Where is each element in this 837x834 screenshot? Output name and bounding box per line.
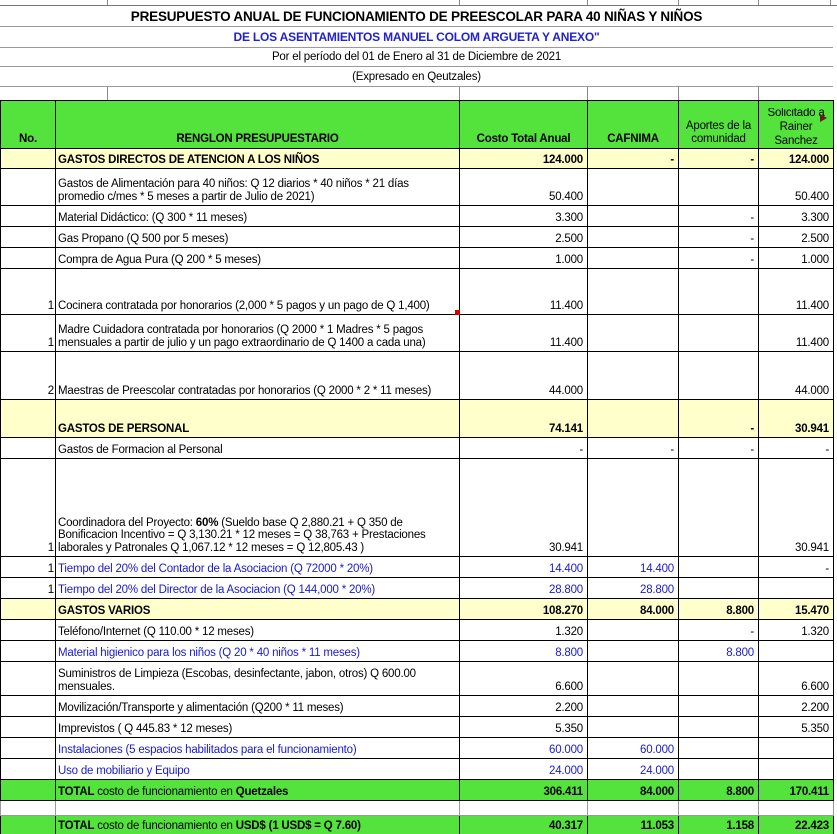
cell-solicitado[interactable]: 3.300	[759, 206, 834, 227]
cell-cafnima[interactable]	[588, 169, 679, 206]
cell-renglon[interactable]: TOTAL costo de funcionamiento en Quetzales	[56, 780, 460, 801]
cell-aportes[interactable]	[679, 269, 759, 315]
cell-no[interactable]: 1	[1, 459, 56, 557]
cell-no[interactable]	[1, 149, 56, 169]
cell-cafnima[interactable]: 84.000	[588, 780, 679, 801]
cell-solicitado[interactable]: 2.500	[759, 227, 834, 248]
cell-costo[interactable]	[460, 801, 588, 816]
grid-line	[587, 0, 588, 5]
cell-renglon[interactable]: Movilización/Transporte y alimentación (Q200 * 11 meses)	[56, 696, 460, 717]
cell-solicitado[interactable]: 11.400	[759, 269, 834, 315]
cell-aportes[interactable]: 8.800	[679, 780, 759, 801]
table-row	[1, 578, 834, 599]
table-row	[1, 315, 834, 352]
cell-solicitado[interactable]: 22.423	[759, 816, 834, 834]
cell-costo[interactable]: 11.400	[460, 315, 588, 352]
cell-renglon[interactable]: Cocinera contratada por honorarios (2,000 * 5 pagos y un pago de Q 1,400)	[56, 269, 460, 315]
cell-costo[interactable]: 2.500	[460, 227, 588, 248]
spacer-row	[1, 801, 834, 816]
grid-line	[830, 0, 831, 5]
grid-line	[678, 87, 679, 100]
grid-line	[107, 0, 108, 5]
cell-solicitado[interactable]: 15.470	[759, 599, 834, 620]
grid-line	[758, 87, 759, 100]
page-subtitle: DE LOS ASENTAMIENTOS MANUEL COLOM ARGUETA Y ANEXO"	[0, 27, 833, 48]
cell-aportes[interactable]	[679, 578, 759, 599]
cell-renglon[interactable]: Instalaciones (5 espacios habilitados para el funcionamiento)	[56, 738, 460, 759]
cell-solicitado[interactable]: 44.000	[759, 352, 834, 400]
cell-no[interactable]	[1, 801, 56, 816]
column-header-costo-total[interactable]: Costo Total Anual	[460, 101, 588, 149]
cell-renglon[interactable]: Imprevistos ( Q 445.83 * 12 meses)	[56, 717, 460, 738]
cell-aportes[interactable]: -	[679, 620, 759, 641]
cell-cafnima[interactable]	[588, 662, 679, 696]
cell-renglon[interactable]: Maestras de Preescolar contratadas por honorarios (Q 2000 * 2 * 11 meses)	[56, 352, 460, 400]
cell-aportes[interactable]	[679, 759, 759, 780]
cell-costo[interactable]: 306.411	[460, 780, 588, 801]
cell-no[interactable]	[1, 738, 56, 759]
cell-cafnima[interactable]	[588, 269, 679, 315]
cell-costo[interactable]: 74.141	[460, 400, 588, 438]
cell-solicitado[interactable]	[759, 578, 834, 599]
cell-costo[interactable]: 1.320	[460, 620, 588, 641]
currency-note: (Expresado en Qeutzales)	[0, 67, 833, 87]
cell-costo[interactable]: 108.270	[460, 599, 588, 620]
cell-no[interactable]	[1, 438, 56, 459]
cell-solicitado[interactable]: 1.320	[759, 620, 834, 641]
column-header-solicitado[interactable]: Solicitado a Rainer Sanchez	[759, 101, 834, 149]
cell-solicitado[interactable]	[759, 738, 834, 759]
cell-renglon[interactable]: Material higienico para los niños (Q 20 * 40 niños * 11 meses)	[56, 641, 460, 662]
cell-cafnima[interactable]: -	[588, 438, 679, 459]
top-grid-strip	[0, 0, 837, 6]
cell-cafnima[interactable]	[588, 227, 679, 248]
cell-costo[interactable]: 44.000	[460, 352, 588, 400]
cell-costo[interactable]: 40.317	[460, 816, 588, 834]
cell-no[interactable]	[1, 248, 56, 269]
cell-no[interactable]	[1, 816, 56, 834]
total-usd-row	[1, 816, 834, 834]
table-row	[1, 459, 834, 557]
cell-renglon[interactable]: Coordinadora del Proyecto: 60% (Sueldo base Q 2,880.21 + Q 350 de Bonificacion Incentivo = Q 3,130.21 * 12 meses = Q 38,763 + Prestaciones laborales y Patronales Q 1,067.12 * 12 meses = Q 12,805.43 )	[56, 459, 460, 557]
table-row	[1, 557, 834, 578]
cell-renglon[interactable]: Compra de Agua Pura (Q 200 * 5 meses)	[56, 248, 460, 269]
grid-line	[107, 87, 108, 100]
cell-cafnima[interactable]	[588, 696, 679, 717]
cell-renglon[interactable]: Gastos de Formacion al Personal	[56, 438, 460, 459]
table-row	[1, 352, 834, 400]
grid-line	[678, 0, 679, 5]
grid-line	[758, 0, 759, 5]
cell-aportes[interactable]: 1.158	[679, 816, 759, 834]
table-row	[1, 641, 834, 662]
cell-renglon[interactable]: Uso de mobiliario y Equipo	[56, 759, 460, 780]
grid-line	[587, 87, 588, 100]
cell-cafnima[interactable]	[588, 206, 679, 227]
cell-aportes[interactable]	[679, 717, 759, 738]
cell-aportes[interactable]: 8.800	[679, 641, 759, 662]
table-row	[1, 169, 834, 206]
table-row	[1, 620, 834, 641]
table-header-row	[1, 101, 834, 149]
cell-solicitado[interactable]: 170.411	[759, 780, 834, 801]
cell-renglon[interactable]: Gas Propano (Q 500 por 5 meses)	[56, 227, 460, 248]
cell-solicitado[interactable]: 124.000	[759, 149, 834, 169]
table-row	[1, 599, 834, 620]
cell-renglon[interactable]: Tiempo del 20% del Director de la Asociacion (Q 144,000 * 20%)	[56, 578, 460, 599]
cell-no[interactable]	[1, 717, 56, 738]
cell-no[interactable]	[1, 662, 56, 696]
cell-renglon[interactable]: GASTOS DE PERSONAL	[56, 400, 460, 438]
cell-costo[interactable]: 8.800	[460, 641, 588, 662]
cell-no[interactable]	[1, 620, 56, 641]
cell-cafnima[interactable]: -	[588, 149, 679, 169]
cell-no[interactable]	[1, 696, 56, 717]
cell-renglon[interactable]: GASTOS DIRECTOS DE ATENCION A LOS NIÑOS	[56, 149, 460, 169]
comment-marker-icon	[455, 310, 460, 315]
column-header-cafnima[interactable]: CAFNIMA	[588, 101, 679, 149]
cell-solicitado[interactable]: 11.400	[759, 315, 834, 352]
cell-cafnima[interactable]	[588, 801, 679, 816]
table-row	[1, 696, 834, 717]
cell-cafnima[interactable]	[588, 641, 679, 662]
table-row	[1, 227, 834, 248]
cell-costo[interactable]: 2.200	[460, 696, 588, 717]
cell-aportes[interactable]: -	[679, 400, 759, 438]
cell-costo[interactable]: 1.000	[460, 248, 588, 269]
page-title: PRESUPUESTO ANUAL DE FUNCIONAMIENTO DE PREESCOLAR PARA 40 NIÑAS Y NIÑOS	[0, 6, 833, 27]
cell-aportes[interactable]	[679, 459, 759, 557]
cell-renglon[interactable]: Madre Cuidadora contratada por honorarios (Q 2000 * 1 Madres * 5 pagos mensuales a partir de julio y un pago extraordinario de Q 1400 a cada una)	[56, 315, 460, 352]
total-quetzales-row	[1, 780, 834, 801]
cell-renglon[interactable]: Tiempo del 20% del Contador de la Asociacion (Q 72000 * 20%)	[56, 557, 460, 578]
cell-costo[interactable]: 24.000	[460, 759, 588, 780]
cell-no[interactable]	[1, 599, 56, 620]
cell-aportes[interactable]: -	[679, 248, 759, 269]
budget-table	[0, 100, 834, 834]
cell-costo[interactable]: 124.000	[460, 149, 588, 169]
cell-renglon[interactable]	[56, 801, 460, 816]
table-row	[1, 400, 834, 438]
cell-no[interactable]: 1	[1, 269, 56, 315]
cell-solicitado[interactable]: 6.600	[759, 662, 834, 696]
column-header-renglon[interactable]: RENGLON PRESUPUESTARIO	[56, 101, 460, 149]
cell-renglon[interactable]: Suministros de Limpieza (Escobas, desinfectante, jabon, otros) Q 600.00 mensuales.	[56, 662, 460, 696]
cell-costo[interactable]: 5.350	[460, 717, 588, 738]
cell-aportes[interactable]: -	[679, 149, 759, 169]
table-row	[1, 149, 834, 169]
cell-costo[interactable]: 60.000	[460, 738, 588, 759]
cell-solicitado[interactable]: 1.000	[759, 248, 834, 269]
table-row	[1, 662, 834, 696]
cell-renglon[interactable]: Gastos de Alimentación para 40 niños: Q 12 diarios * 40 niños * 21 días promedio c/mes * 5 meses a partir de Julio de 2021)	[56, 169, 460, 206]
cell-solicitado[interactable]: 50.400	[759, 169, 834, 206]
cell-solicitado[interactable]: 30.941	[759, 459, 834, 557]
cell-aportes[interactable]	[679, 738, 759, 759]
table-row	[1, 438, 834, 459]
cell-no[interactable]	[1, 169, 56, 206]
cell-aportes[interactable]	[679, 696, 759, 717]
period-line: Por el período del 01 de Enero al 31 de Diciembre de 2021	[0, 48, 833, 67]
cell-no[interactable]: 2	[1, 352, 56, 400]
cell-solicitado[interactable]: -	[759, 557, 834, 578]
cell-cafnima[interactable]: 14.400	[588, 557, 679, 578]
cell-aportes[interactable]	[679, 169, 759, 206]
cell-aportes[interactable]: -	[679, 438, 759, 459]
cell-aportes[interactable]	[679, 801, 759, 816]
cell-costo[interactable]: 30.941	[460, 459, 588, 557]
cell-cafnima[interactable]	[588, 717, 679, 738]
cell-solicitado[interactable]	[759, 759, 834, 780]
cell-costo[interactable]: 3.300	[460, 206, 588, 227]
cell-no[interactable]	[1, 227, 56, 248]
cell-renglon[interactable]: Material Didáctico: (Q 300 * 11 meses)	[56, 206, 460, 227]
grid-line	[459, 0, 460, 5]
table-row	[1, 717, 834, 738]
cell-cafnima[interactable]: 11.053	[588, 816, 679, 834]
cell-costo[interactable]: 11.400	[460, 269, 588, 315]
cell-costo[interactable]: 14.400	[460, 557, 588, 578]
cell-renglon[interactable]: TOTAL costo de funcionamiento en USD$ (1 USD$ = Q 7.60)	[56, 816, 460, 834]
cell-cafnima[interactable]: 24.000	[588, 759, 679, 780]
cell-cafnima[interactable]	[588, 352, 679, 400]
cell-aportes[interactable]	[679, 315, 759, 352]
cell-costo[interactable]: 28.800	[460, 578, 588, 599]
grid-line	[459, 87, 460, 100]
table-row	[1, 206, 834, 227]
cell-solicitado[interactable]: 30.941	[759, 400, 834, 438]
cell-costo[interactable]: 50.400	[460, 169, 588, 206]
cell-cafnima[interactable]	[588, 459, 679, 557]
cell-cafnima[interactable]: 60.000	[588, 738, 679, 759]
cell-no[interactable]: 1	[1, 557, 56, 578]
cell-no[interactable]	[1, 780, 56, 801]
column-header-aportes[interactable]: Aportes de la comunidad	[679, 101, 759, 149]
cell-aportes[interactable]: 8.800	[679, 599, 759, 620]
row-cursor-arrow-icon	[820, 114, 827, 122]
cell-cafnima[interactable]: 84.000	[588, 599, 679, 620]
cell-no[interactable]	[1, 759, 56, 780]
cell-renglon[interactable]: GASTOS VARIOS	[56, 599, 460, 620]
cell-no[interactable]: 1	[1, 578, 56, 599]
cell-no[interactable]: 1	[1, 315, 56, 352]
cell-cafnima[interactable]	[588, 248, 679, 269]
pre-header-grid-strip	[0, 87, 837, 100]
cell-aportes[interactable]	[679, 557, 759, 578]
cell-cafnima[interactable]	[588, 400, 679, 438]
cell-aportes[interactable]	[679, 662, 759, 696]
cell-cafnima[interactable]	[588, 315, 679, 352]
cell-solicitado[interactable]: 2.200	[759, 696, 834, 717]
cell-solicitado[interactable]	[759, 801, 834, 816]
cell-cafnima[interactable]: 28.800	[588, 578, 679, 599]
cell-cafnima[interactable]	[588, 620, 679, 641]
cell-renglon[interactable]: Teléfono/Internet (Q 110.00 * 12 meses)	[56, 620, 460, 641]
table-row	[1, 269, 834, 315]
cell-no[interactable]	[1, 400, 56, 438]
cell-aportes[interactable]	[679, 352, 759, 400]
table-row	[1, 759, 834, 780]
cell-costo[interactable]: 6.600	[460, 662, 588, 696]
column-header-no[interactable]: No.	[1, 101, 56, 149]
cell-solicitado[interactable]: -	[759, 438, 834, 459]
cell-costo[interactable]: -	[460, 438, 588, 459]
table-row	[1, 248, 834, 269]
cell-no[interactable]	[1, 641, 56, 662]
table-row	[1, 738, 834, 759]
cell-solicitado[interactable]	[759, 641, 834, 662]
cell-no[interactable]	[1, 206, 56, 227]
cell-aportes[interactable]: -	[679, 227, 759, 248]
cell-solicitado[interactable]: 5.350	[759, 717, 834, 738]
cell-aportes[interactable]: -	[679, 206, 759, 227]
